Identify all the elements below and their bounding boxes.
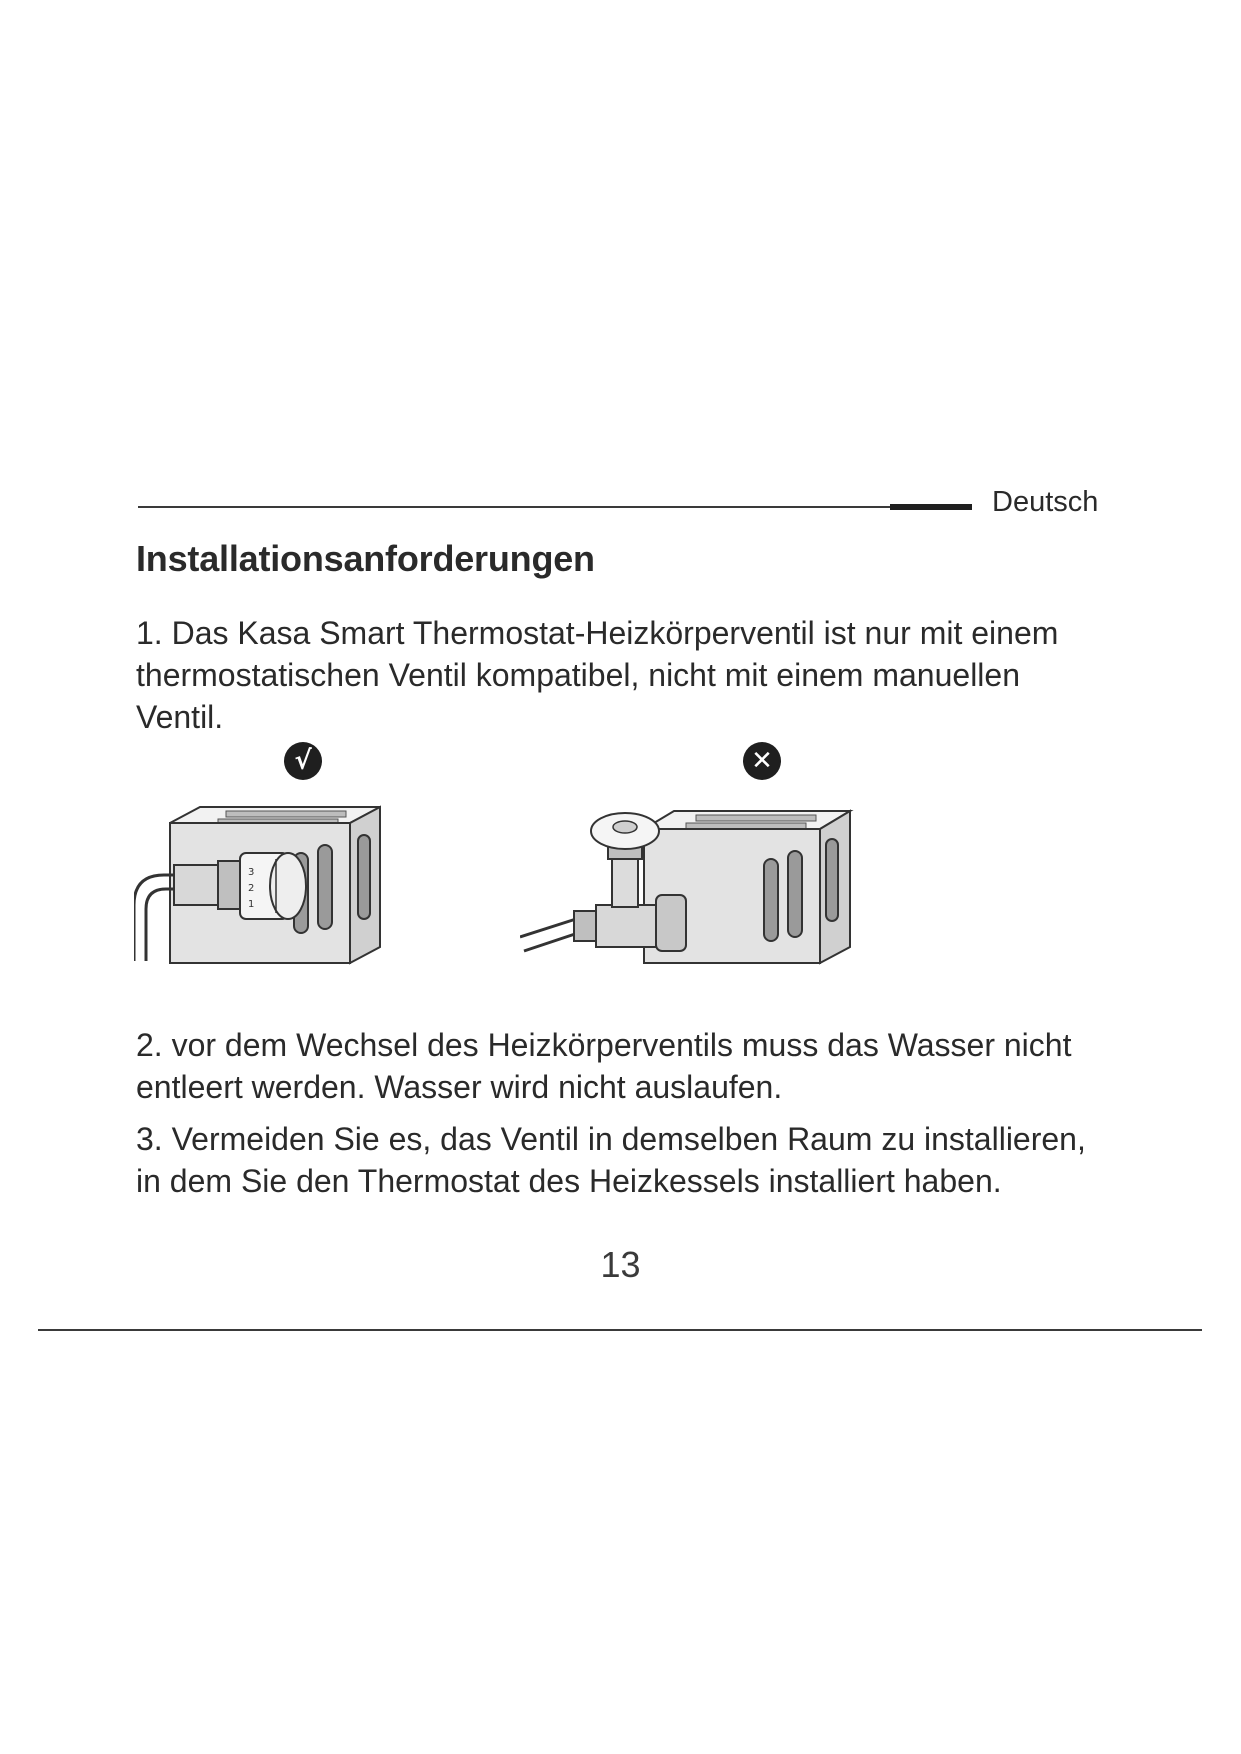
header-rule <box>138 506 890 508</box>
svg-text:2: 2 <box>248 883 255 894</box>
cross-icon: ✕ <box>743 742 781 780</box>
footer-rule <box>38 1329 1202 1331</box>
language-label: Deutsch <box>992 486 1099 518</box>
check-icon: √ <box>284 742 322 780</box>
section-title: Installationsanforderungen <box>136 538 595 579</box>
requirement-3: 3. Vermeiden Sie es, das Ventil in demselben Raum zu installieren, in dem Sie den Thermostat des Heizkessels installiert haben. <box>136 1121 1086 1199</box>
requirement-2: 2. vor dem Wechsel des Heizkörperventils muss das Wasser nicht entleert werden. Wasser wird nicht auslaufen. <box>136 1027 1072 1105</box>
manual-valve-illustration <box>520 735 860 965</box>
thermostatic-valve-illustration <box>134 735 394 965</box>
header-rule-accent <box>890 504 972 510</box>
page-number: 13 <box>600 1244 641 1285</box>
svg-text:1: 1 <box>248 899 255 910</box>
svg-text:3: 3 <box>248 867 255 878</box>
requirement-1: 1. Das Kasa Smart Thermostat-Heizkörperventil ist nur mit einem thermostatischen Ventil kompatibel, nicht mit einem manuellen Ventil. <box>136 615 1059 735</box>
